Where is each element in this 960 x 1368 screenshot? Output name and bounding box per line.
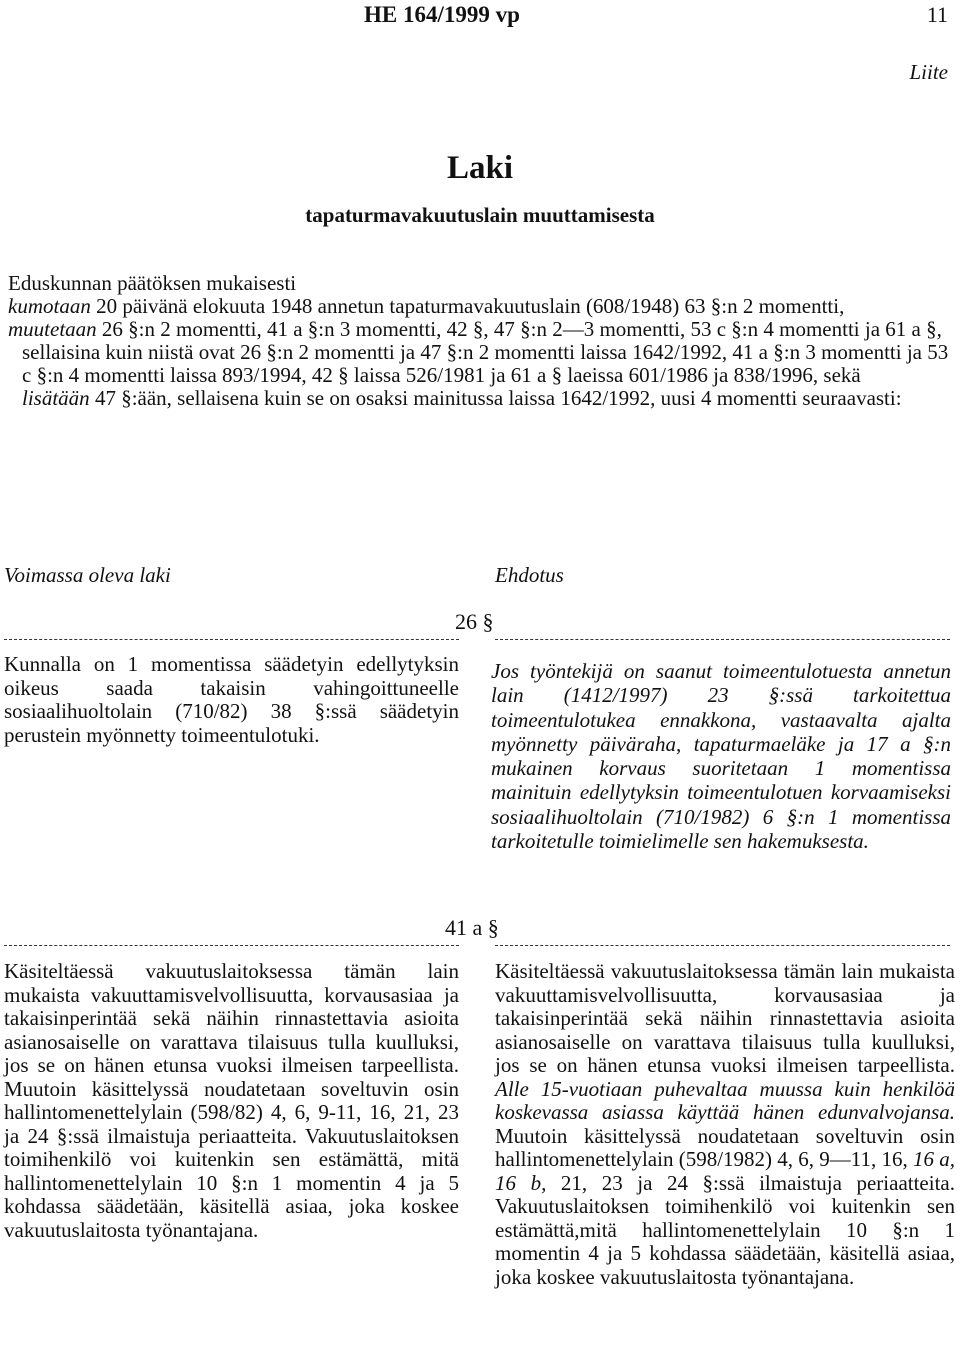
- left-divider-26: [4, 639, 459, 640]
- section-26-current-text: Kunnalla on 1 momentissa säädetyin edellytyksin oikeus saada takaisin vahingoittuneelle sosiaalihuoltolain (710/82) 38 §:ssä säädetyin perustein myönnetty toimeentulotuki.: [4, 652, 459, 747]
- law-title: Laki: [446, 150, 514, 186]
- lisataan-keyword: lisätään: [22, 386, 90, 410]
- muutetaan-text: 26 §:n 2 momentti, 41 a §:n 3 momentti, 42 §, 47 §:n 2—3 momentti, 53 c §:n 4 momentti ja 61 a §,: [96, 317, 942, 341]
- left-divider-41a: [4, 945, 459, 946]
- section-41a-proposed-part1: Käsiteltäessä vakuutuslaitoksessa tämän lain mukaista vakuuttamisvelvollisuutta, korvausasiaa ja takaisinperintää sekä näihin rinnastettavia asioita asianosaiselle on varattava tilaisuus tulla kuulluksi, jos se on hänen etunsa vuoksi ilmeisen tarpeellista.: [495, 959, 955, 1077]
- section-41a-proposed-italic2: 16 a, 16 b,: [495, 1147, 955, 1195]
- kumotaan-keyword: kumotaan: [8, 294, 91, 318]
- page-number: 11: [926, 2, 948, 27]
- section-26-label: 26 §: [455, 609, 494, 634]
- document-id: HE 164/1999 vp: [364, 2, 520, 27]
- appendix-label: Liite: [909, 60, 948, 84]
- section-41a-proposed-text: [495, 960, 955, 1289]
- right-divider-41a: [495, 945, 950, 946]
- preamble-sellaisina: sellaisina kuin niistä ovat 26 §:n 2 momentti ja 47 §:n 2 momentti laissa 1642/1992, 41 a §:n 3 momentti ja 53 c §:n 4 momentti laissa 893/1994, 42 § laissa 526/1981 ja 61 a § laeissa 601/1986 ja 838/1996, sekä: [22, 340, 949, 387]
- section-41a-label: 41 a §: [445, 915, 499, 940]
- section-41a-proposed-italic: Alle 15-vuotiaan puhevaltaa muussa kuin henkilöä koskevassa asiassa käyttää hänen edunvalvojansa.: [495, 1076, 955, 1124]
- section-41a-proposed-part2: Muutoin käsittelyssä noudatetaan soveltuvin osin hallintomenettelylain (598/1982) 4, 6, 9—11, 16,: [495, 1123, 955, 1171]
- right-divider-26: [495, 639, 950, 640]
- kumotaan-text: 20 päivänä elokuuta 1948 annetun tapaturmavakuutuslain (608/1948) 63 §:n 2 momentti,: [90, 294, 845, 318]
- preamble: [8, 272, 953, 410]
- right-column-heading: Ehdotus: [495, 563, 564, 587]
- lisataan-text: 47 §:ään, sellaisena kuin se on osaksi mainitussa laissa 1642/1992, uusi 4 momentti seuraavasti:: [89, 386, 902, 410]
- law-subtitle: tapaturmavakuutuslain muuttamisesta: [305, 203, 655, 227]
- muutetaan-keyword: muutetaan: [8, 317, 97, 341]
- preamble-line-intro: Eduskunnan päätöksen mukaisesti: [8, 271, 297, 295]
- section-41a-current-text: Käsiteltäessä vakuutuslaitoksessa tämän lain mukaista vakuuttamisvelvollisuutta, korvausasiaa ja takaisinperintää sekä näihin rinnastettavia asioita asianosaiselle on varattava tilaisuus tulla kuulluksi, jos se on hänen etunsa vuoksi ilmeisen tarpeellista. Muutoin käsittelyssä noudatetaan soveltuvin osin hallintomenettelylain (598/82) 4, 6, 9-11, 16, 21, 23 ja 24 §:ssä ilmaistuja periaatteita. Vakuutuslaitoksen toimihenkilö voi kuitenkin sen estämättä, mitä hallintomenettelylain 10 §:n 1 momentin 4 ja 5 kohdassa säädetään, käsitellä asiaa, joka koskee vakuutuslaitosta työnantajana.: [4, 959, 459, 1242]
- section-26-proposed-text: Jos työntekijä on saanut toimeentulotuesta annetun lain (1412/1997) 23 §:ssä tarkoitettua toimeentulotukea ennakkona, vastaavalta ajalta myönnetty päiväraha, tapaturmaeläke ja 17 a §:n mukainen korvaus suoritetaan 1 momentissa mainituin edellytyksin toimeentulotuen korvaamiseksi sosiaalihuoltolain (710/1982) 6 §:n 1 momentissa tarkoitetulle toimielimelle sen hakemuksesta.: [491, 659, 951, 854]
- left-column-heading: Voimassa oleva laki: [4, 563, 171, 587]
- preamble-lisataan: [8, 387, 953, 410]
- section-41a-proposed-part3: 21, 23 ja 24 §:ssä ilmaistuja periaatteita. Vakuutuslaitoksen toimihenkilö voi kuitenkin sen estämättä,mitä hallintomenettelylain 10 §:n 1 momentin 4 ja 5 kohdassa säädetään, käsitellä asiaa, joka koskee vakuutuslaitosta työnantajana.: [495, 1170, 955, 1289]
- preamble-kumotaan: [8, 295, 953, 318]
- preamble-muutetaan: [8, 318, 953, 341]
